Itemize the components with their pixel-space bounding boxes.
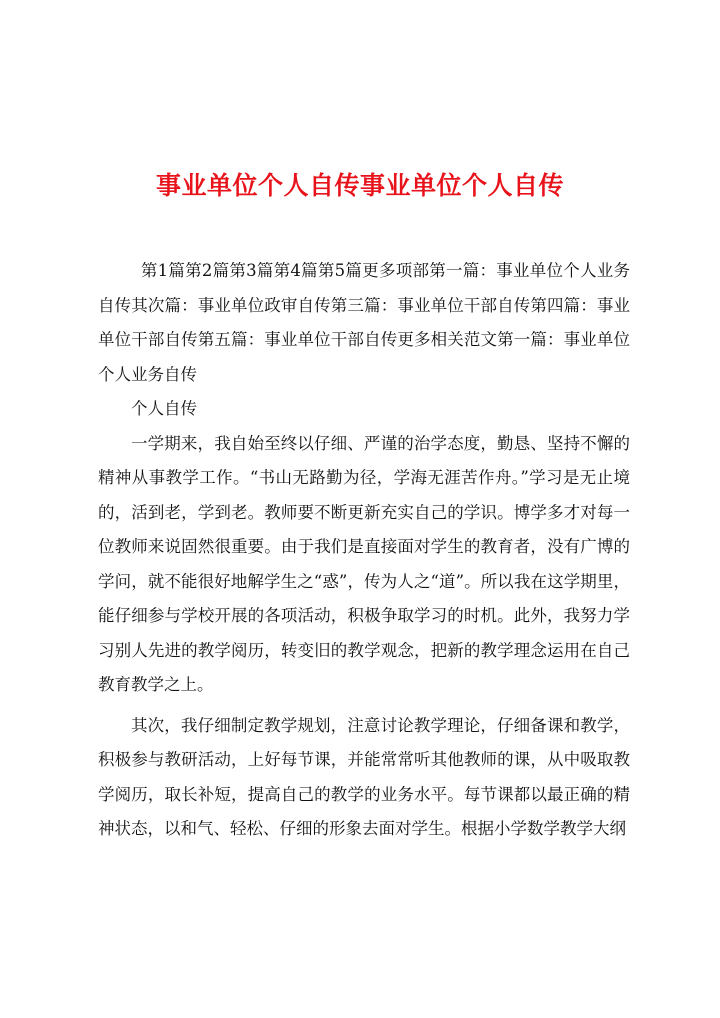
paragraph-body-2: 其次，我仔细制定教学规划，注意讨论教学理论，仔细备课和教学，积极参与教研活动，上好每节课，并能常常听其他教师的课，从中吸取教学阅历，取长补短，提高自己的教学的业务水平。每节课都以最正确的精神状态，以和气、轻松、仔细的形象去面对学生。根据小学数学教学大纲 bbox=[98, 715, 630, 838]
paragraph-body-1: 一学期来，我自始至终以仔细、严谨的治学态度，勤恳、坚持不懈的精神从事教学工作。“书山无路勤为径，学海无涯苦作舟。”学习是无止境的，活到老，学到老。教师要不断更新充实自己的学识。博学多才对每一位教师来说固然很重要。由于我们是直接面对学生的教育者，没有广博的学问，就不能很好地解学生之“惑”，传为人之“道”。所以我在这学期里，能仔细参与学校开展的各项活动，积极争取学习的时机。此外，我努力学习别人先进的教学阅历，转变旧的教学观念，把新的教学理念运用在自己教育教学之上。 bbox=[98, 433, 630, 694]
document-body bbox=[98, 254, 630, 847]
document-title: 事业单位个人自传事业单位个人自传 bbox=[155, 170, 564, 200]
paragraph-contents-list: 第1篇第2篇第3篇第4篇第5篇更多项部第一篇：事业单位个人业务自传其次篇：事业单位政审自传第三篇：事业单位干部自传第四篇：事业单位干部自传第五篇：事业单位干部自传更多相关范文第一篇：事业单位个人业务自传 bbox=[98, 261, 630, 384]
paragraph-section-heading: 个人自传 bbox=[131, 399, 197, 418]
